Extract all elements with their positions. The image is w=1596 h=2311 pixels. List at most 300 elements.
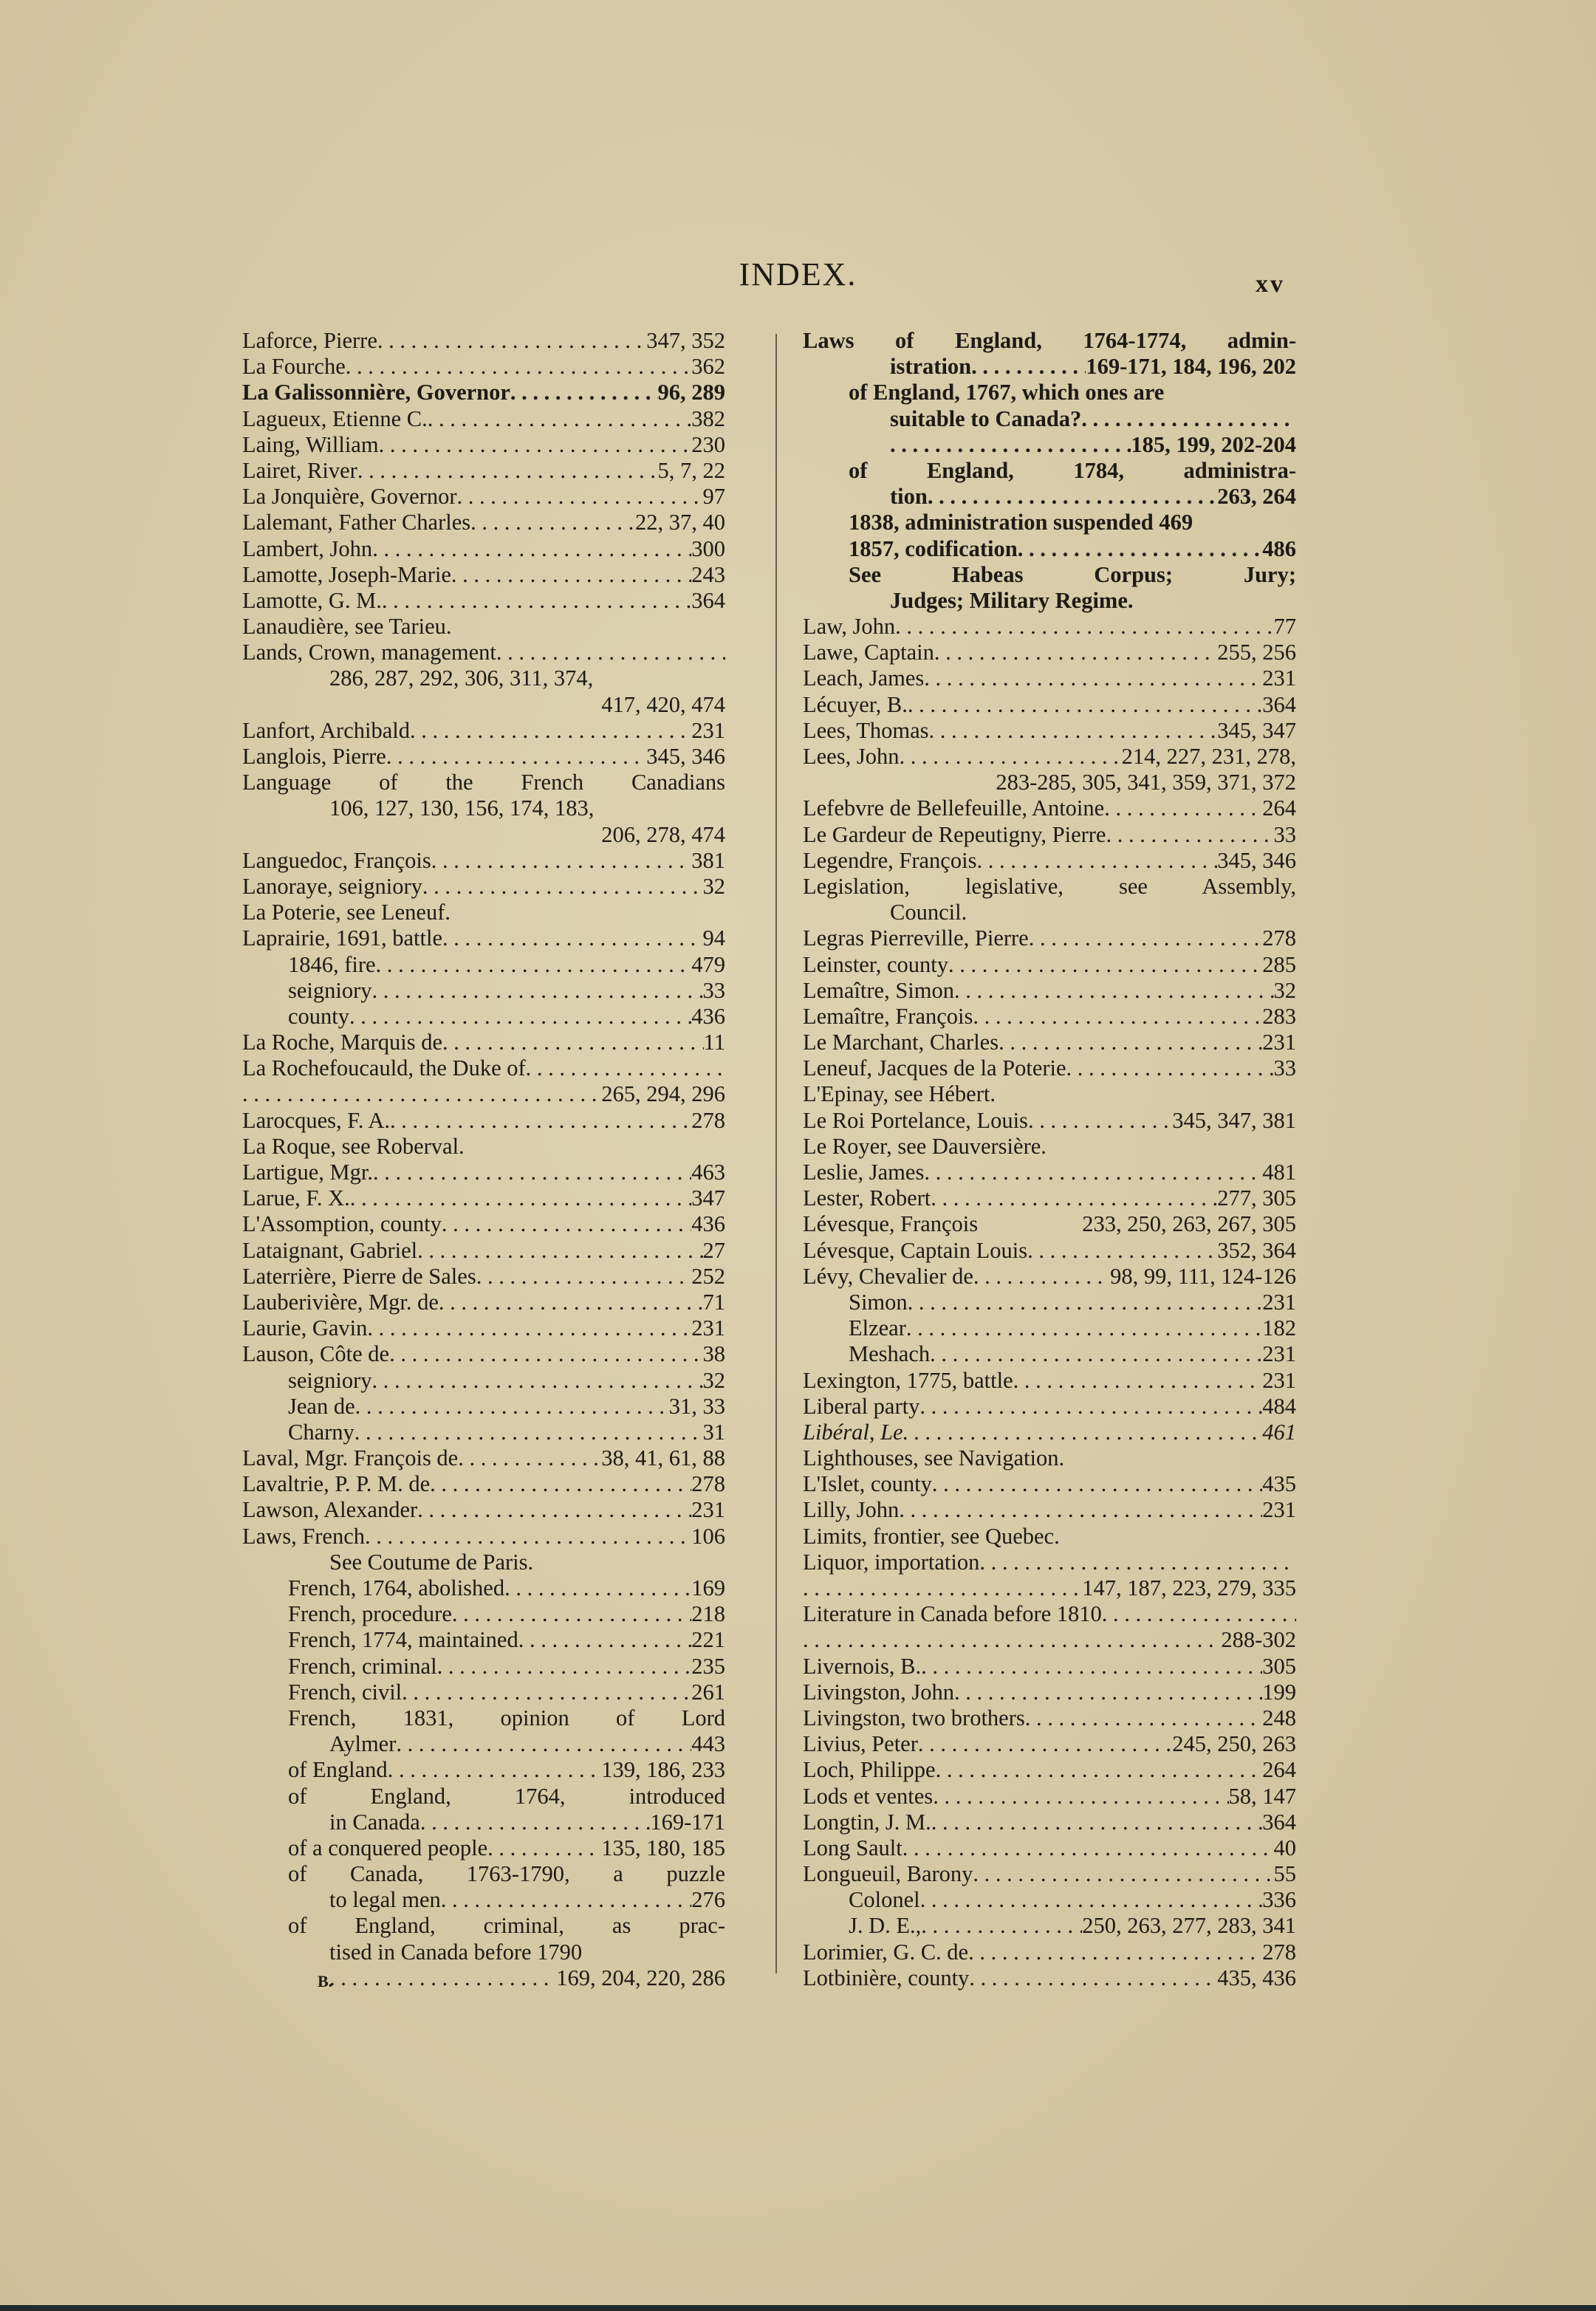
- index-entry: [803, 1445, 1296, 1471]
- entry-text: Lexington, 1775, battle: [803, 1367, 1013, 1393]
- entry-text: Lavaltrie, P. P. M. de: [242, 1471, 431, 1497]
- index-entry: [803, 510, 1296, 535]
- running-header-title: INDEX.: [739, 256, 857, 292]
- page-refs: 33: [1273, 1055, 1296, 1081]
- entry-text: Leinster, county: [803, 951, 948, 977]
- page-refs: 199: [1262, 1679, 1296, 1705]
- index-entry: [242, 770, 725, 795]
- entry-text: Larue, F. X.: [242, 1185, 350, 1211]
- page-refs: 32: [702, 873, 725, 899]
- entry-text: Lairet, River: [242, 457, 357, 483]
- index-entry: [242, 406, 725, 432]
- entry-text: Laws of England, 1764-1774, admin-: [803, 328, 1296, 353]
- index-entry: [242, 1965, 725, 1991]
- entry-text: See Coutume de Paris.: [329, 1549, 534, 1575]
- leader-dots: [388, 1757, 602, 1783]
- page-refs: 235: [691, 1653, 725, 1679]
- index-entry: [803, 744, 1296, 770]
- page-refs: 98, 99, 111, 124-126: [1110, 1263, 1296, 1289]
- entry-text: Lamotte, Joseph-Marie: [242, 561, 451, 587]
- entry-text: Lilly, John: [803, 1497, 900, 1523]
- entry-text: Langlois, Pierre: [242, 744, 386, 769]
- index-entry: [242, 1160, 725, 1185]
- leader-dots: [441, 1887, 691, 1913]
- page-refs: 264: [1262, 1757, 1296, 1783]
- index-entry: [242, 1601, 725, 1627]
- page-refs: 231: [1262, 1497, 1296, 1523]
- leader-dots: [930, 1341, 1262, 1367]
- entry-text: Limits, frontier, see Quebec.: [803, 1523, 1060, 1549]
- entry-text: La Poterie, see Leneuf.: [242, 900, 451, 925]
- leader-dots: [968, 1939, 1262, 1965]
- entry-text: Leneuf, Jacques de la Poterie: [803, 1055, 1066, 1081]
- leader-dots: [969, 1965, 1217, 1991]
- index-entry: [242, 925, 725, 951]
- leader-dots: [377, 328, 646, 354]
- entry-text: Lauberivière, Mgr. de: [242, 1289, 439, 1315]
- entry-text: Law, John: [803, 614, 896, 640]
- leader-dots: [931, 1810, 1263, 1835]
- page-refs: 278: [691, 1107, 725, 1133]
- page-refs: 231: [1262, 1030, 1296, 1055]
- entry-text: 283-285, 305, 341, 359, 371, 372: [996, 770, 1296, 795]
- index-entry: [242, 1134, 725, 1160]
- index-entry: [803, 1211, 1296, 1237]
- leader-dots: [1027, 1238, 1217, 1264]
- page-refs: 364: [1262, 691, 1296, 717]
- index-entry: [803, 1680, 1296, 1705]
- page-refs: 347, 352: [646, 328, 725, 353]
- entry-text: 286, 287, 292, 306, 311, 374,: [329, 665, 594, 691]
- entry-text: French, procedure: [288, 1601, 452, 1627]
- page-refs: 231: [691, 1497, 725, 1523]
- leader-dots: [920, 1887, 1263, 1913]
- index-entry: [242, 614, 725, 640]
- entry-text: La Roche, Marquis de: [242, 1030, 443, 1055]
- entry-text: Legras Pierreville, Pierre: [803, 925, 1029, 951]
- index-entry: [803, 925, 1296, 951]
- page-refs: 11: [703, 1030, 725, 1055]
- entry-text: Meshach: [849, 1341, 931, 1367]
- entry-text: Simon: [849, 1289, 908, 1315]
- entry-text: Livingston, two brothers: [803, 1705, 1025, 1730]
- entry-text: La Fourche: [242, 354, 346, 380]
- entry-text: Lands, Crown, management: [242, 640, 496, 665]
- index-entry: [242, 1445, 725, 1471]
- entry-text: Lefebvre de Bellefeuille, Antoine: [803, 795, 1105, 821]
- index-entry: [242, 1420, 725, 1445]
- leader-dots: [1029, 925, 1263, 951]
- leader-dots: [954, 1680, 1262, 1705]
- leader-dots: [973, 1861, 1273, 1887]
- leader-dots: [365, 1524, 691, 1550]
- page-refs: 252: [691, 1263, 725, 1289]
- index-entry: [242, 1705, 725, 1731]
- entry-text: French, criminal: [288, 1653, 437, 1679]
- entry-text: of England, 1784, administra-: [849, 457, 1296, 483]
- leader-dots: [439, 1290, 703, 1315]
- page-refs: 463: [691, 1160, 725, 1185]
- leader-dots: [903, 1835, 1274, 1861]
- entry-text: Colonel: [849, 1887, 920, 1913]
- entry-text: Lanfort, Archibald: [242, 717, 410, 743]
- page-refs: 276: [691, 1887, 725, 1913]
- leader-dots: [410, 718, 691, 744]
- index-entry: [803, 1524, 1296, 1550]
- page-refs: 214, 227, 231, 278,: [1121, 744, 1296, 769]
- entry-text: of England: [288, 1757, 388, 1783]
- leader-dots: [526, 1055, 725, 1081]
- index-entry: [803, 1238, 1296, 1264]
- index-entry: [803, 1030, 1296, 1055]
- entry-text: Laval, Mgr. François de: [242, 1445, 459, 1471]
- leader-dots: [918, 1731, 1172, 1757]
- leader-dots: [390, 1108, 691, 1134]
- leader-dots: [346, 354, 692, 380]
- page-refs: 288-302: [1221, 1627, 1296, 1653]
- leader-dots: [386, 744, 646, 770]
- page-refs: 278: [691, 1471, 725, 1497]
- leader-dots: [1081, 406, 1296, 432]
- leader-dots: [899, 1497, 1262, 1523]
- entry-text: Longueuil, Barony: [803, 1861, 973, 1887]
- entry-text: L'Islet, county: [803, 1471, 932, 1497]
- entry-text: J. D. E.,: [849, 1913, 922, 1939]
- entry-text: tion: [890, 484, 928, 510]
- index-entry: [803, 432, 1296, 458]
- index-entry: [803, 1550, 1296, 1575]
- entry-text: seigniory: [288, 1367, 372, 1393]
- index-entry: [803, 770, 1296, 795]
- entry-text: Aylmer: [329, 1731, 397, 1757]
- index-entry: [803, 1731, 1296, 1757]
- entry-text: L'Assomption, county: [242, 1211, 442, 1237]
- page-refs: 300: [691, 535, 725, 561]
- page-refs: 169-171, 184, 196, 202: [1086, 354, 1296, 380]
- index-entry: [242, 1784, 725, 1810]
- entry-text: Le Roi Portelance, Louis: [803, 1107, 1028, 1133]
- index-entry: [242, 1030, 725, 1055]
- index-entry: [803, 1887, 1296, 1913]
- index-entry: [803, 1394, 1296, 1420]
- index-entry: [803, 665, 1296, 691]
- entry-text: 1846, fire: [288, 951, 376, 977]
- page-refs: 263, 264: [1217, 484, 1296, 510]
- page-refs: 381: [691, 847, 725, 873]
- entry-text: Laws, French: [242, 1523, 366, 1549]
- index-entry: [242, 1471, 725, 1497]
- entry-text: 1838, administration suspended 469: [849, 510, 1193, 535]
- page-refs: 169, 204, 220, 286: [556, 1965, 725, 1990]
- entry-text: La Jonquière, Governor: [242, 484, 457, 510]
- leader-dots: [973, 1004, 1262, 1030]
- index-entry: [242, 1341, 725, 1367]
- index-entry: [242, 952, 725, 978]
- entry-text: Libéral, Le: [803, 1419, 903, 1445]
- index-entry: [242, 1861, 725, 1887]
- entry-text: Lawson, Alexander: [242, 1497, 418, 1523]
- leader-dots: [929, 718, 1218, 744]
- entry-text: Le Gardeur de Repeutigny, Pierre: [803, 821, 1106, 847]
- index-entry: [242, 380, 725, 405]
- index-entry: [803, 640, 1296, 665]
- entry-text: suitable to Canada?: [890, 405, 1082, 431]
- page-refs: 32: [702, 1367, 725, 1393]
- leader-dots: [899, 744, 1121, 770]
- index-entry: [803, 380, 1296, 405]
- index-entry: [242, 665, 725, 691]
- entry-text: Elzear: [849, 1315, 906, 1341]
- page-refs: 182: [1262, 1315, 1296, 1341]
- leader-dots: [355, 1394, 669, 1420]
- page-refs: 71: [702, 1289, 725, 1315]
- leader-dots: [976, 848, 1217, 874]
- leader-dots: [496, 640, 725, 665]
- index-entry: [242, 848, 725, 874]
- index-entry: [803, 1341, 1296, 1367]
- leader-dots: [1025, 1705, 1263, 1731]
- page-refs: 106: [691, 1523, 725, 1549]
- page-refs: 38: [702, 1341, 725, 1367]
- leader-dots: [924, 1160, 1262, 1185]
- index-entry: [242, 1004, 725, 1030]
- index-entry: [242, 900, 725, 925]
- index-entry: [242, 1939, 725, 1965]
- leader-dots: [518, 1627, 692, 1653]
- page-refs: 484: [1262, 1393, 1296, 1419]
- leader-dots: [932, 1471, 1262, 1497]
- page-refs: 169-171: [650, 1809, 725, 1835]
- leader-dots: [417, 1238, 702, 1264]
- entry-text: 206, 278, 474: [601, 821, 725, 847]
- index-entry: [242, 1550, 725, 1575]
- index-entry: [242, 718, 725, 744]
- page-refs: 40: [1273, 1835, 1296, 1860]
- index-entry: [803, 1134, 1296, 1160]
- leader-dots: [451, 562, 691, 588]
- page-refs: 435, 436: [1217, 1965, 1296, 1990]
- page-refs: 305: [1262, 1653, 1296, 1679]
- entry-text: French, 1764, abolished: [288, 1575, 505, 1600]
- leader-dots: [372, 536, 691, 562]
- index-entry: [242, 1108, 725, 1134]
- entry-text: Lauson, Côte de: [242, 1341, 390, 1367]
- index-entry: [242, 978, 725, 1004]
- leader-dots: [242, 1081, 601, 1107]
- page-refs: 364: [691, 587, 725, 613]
- page-refs: 277, 305: [1217, 1185, 1296, 1211]
- index-entry: [803, 1601, 1296, 1627]
- index-entry: [242, 1524, 725, 1550]
- page-refs: 135, 180, 185: [601, 1835, 725, 1860]
- page-refs: 436: [691, 1003, 725, 1029]
- index-entry: [803, 1081, 1296, 1107]
- entry-text: Livingston, John: [803, 1679, 955, 1705]
- index-entry: [242, 588, 725, 614]
- entry-text: Laterrière, Pierre de Sales: [242, 1263, 476, 1289]
- entry-text: Laprairie, 1691, battle: [242, 925, 443, 951]
- leader-dots: [1106, 822, 1273, 848]
- entry-text: Long Sault: [803, 1835, 903, 1860]
- index-entry: [242, 822, 725, 848]
- index-entry: [803, 718, 1296, 744]
- page-refs: 58, 147: [1228, 1783, 1296, 1809]
- entry-text: Lees, John: [803, 744, 900, 769]
- leader-dots: [349, 1004, 691, 1030]
- page-refs: 38, 41, 61, 88: [601, 1445, 725, 1471]
- entry-text: Lighthouses, see Navigation.: [803, 1445, 1065, 1471]
- leader-dots: [510, 380, 658, 405]
- leader-dots: [948, 952, 1262, 978]
- page-refs: 32: [1273, 977, 1296, 1003]
- index-entry: [242, 1055, 725, 1081]
- index-entry: [242, 1497, 725, 1523]
- entry-text: Jean de: [288, 1393, 355, 1419]
- entry-text: Lester, Robert: [803, 1185, 931, 1211]
- entry-text: istration: [890, 354, 972, 380]
- page-refs: 231: [1262, 665, 1296, 691]
- index-entry: [803, 1055, 1296, 1081]
- index-entry: [803, 1835, 1296, 1861]
- index-entry: [803, 1861, 1296, 1887]
- index-entry: [242, 1731, 725, 1757]
- leader-dots: [355, 1420, 703, 1445]
- index-entry: [803, 795, 1296, 821]
- entry-text: Longtin, J. M.: [803, 1809, 931, 1835]
- index-entry: [803, 1705, 1296, 1731]
- page-refs: 231: [1262, 1367, 1296, 1393]
- page-refs: 231: [691, 1315, 725, 1341]
- page-refs: 479: [691, 951, 725, 977]
- index-entry: [803, 1368, 1296, 1394]
- leader-dots: [1102, 1601, 1296, 1627]
- index-entry: [242, 1264, 725, 1290]
- leader-dots: [442, 1211, 691, 1237]
- entry-text: Larocques, F. A.: [242, 1107, 391, 1133]
- page-refs: 230: [691, 431, 725, 457]
- page-refs: 278: [1262, 1939, 1296, 1965]
- page-refs: 461: [1262, 1419, 1296, 1445]
- page-refs: 486: [1262, 535, 1296, 561]
- leader-dots: [430, 1471, 691, 1497]
- entry-text: See Habeas Corpus; Jury;: [849, 561, 1296, 587]
- page-refs: 345, 346: [1217, 847, 1296, 873]
- entry-text: Lawe, Captain: [803, 640, 934, 665]
- leader-dots: [457, 484, 703, 510]
- index-entry: [803, 1315, 1296, 1341]
- scan-edge: [0, 2305, 1596, 2311]
- leader-dots: [389, 1341, 702, 1367]
- entry-text: Lécuyer, B.: [803, 691, 908, 717]
- index-entry: [803, 952, 1296, 978]
- page-refs: 22, 37, 40: [635, 510, 725, 535]
- entry-text: of England, 1767, which ones are: [849, 380, 1165, 405]
- page-refs: 96, 289: [657, 380, 725, 405]
- entry-text: Liberal party: [803, 1393, 920, 1419]
- leader-dots: [376, 952, 692, 978]
- leader-dots: [379, 432, 692, 458]
- leader-dots: [924, 665, 1262, 691]
- entry-text: Lalemant, Father Charles: [242, 510, 471, 535]
- entry-text: Lemaître, François: [803, 1003, 973, 1029]
- index-entry: [242, 1835, 725, 1861]
- index-entry: [242, 795, 725, 821]
- entry-text: Lotbinière, county: [803, 1965, 970, 1990]
- index-entry: [803, 1757, 1296, 1783]
- entry-text: Leach, James: [803, 665, 925, 691]
- leader-dots: [428, 406, 692, 432]
- entry-text: Literature in Canada before 1810: [803, 1601, 1102, 1627]
- index-entry: [242, 1654, 725, 1680]
- index-entry: [242, 1394, 725, 1420]
- index-entry: [803, 1497, 1296, 1523]
- leader-dots: [803, 1575, 1082, 1601]
- leader-dots: [1104, 795, 1262, 821]
- page-refs: 255, 256: [1217, 640, 1296, 665]
- page-refs: 285: [1262, 951, 1296, 977]
- column-divider: [775, 334, 777, 1973]
- entry-text: tised in Canada before 1790: [329, 1939, 583, 1965]
- leader-dots: [372, 1368, 703, 1394]
- page-refs: 147, 187, 223, 279, 335: [1082, 1575, 1296, 1600]
- index-entry: [803, 1004, 1296, 1030]
- page-refs: 352, 364: [1217, 1237, 1296, 1263]
- leader-dots: [382, 588, 691, 614]
- leader-dots: [1028, 1108, 1172, 1134]
- entry-text: Laing, William: [242, 431, 379, 457]
- leader-dots: [928, 484, 1217, 510]
- entry-text: of Canada, 1763-1790, a puzzle: [288, 1861, 725, 1887]
- leader-dots: [350, 1185, 691, 1211]
- leader-dots: [973, 1264, 1110, 1290]
- index-entry: [242, 1211, 725, 1237]
- page-refs: 345, 346: [646, 744, 725, 769]
- entry-text: Lamotte, G. M.: [242, 587, 382, 613]
- page-refs: 97: [702, 484, 725, 510]
- index-entry: [803, 1108, 1296, 1134]
- entry-text: to legal men: [329, 1887, 441, 1913]
- entry-text: Livernois, B.: [803, 1653, 922, 1679]
- entry-text: 417, 420, 474: [601, 691, 725, 717]
- leader-dots: [458, 1445, 601, 1471]
- index-entry: [242, 1290, 725, 1315]
- page-refs: 231: [691, 717, 725, 743]
- entry-text: La Galissonnière, Governor: [242, 380, 510, 405]
- index-entry: [803, 562, 1296, 588]
- page-refs: 435: [1262, 1471, 1296, 1497]
- page-refs: 185, 199, 202-204: [1131, 431, 1296, 457]
- leader-dots: [373, 1160, 691, 1185]
- entry-text: Legislation, legislative, see Assembly,: [803, 873, 1296, 899]
- page-refs: 139, 186, 233: [601, 1757, 725, 1783]
- index-entry: [803, 328, 1296, 354]
- index-entry: [242, 536, 725, 562]
- entry-text: Lorimier, G. C. de: [803, 1939, 969, 1965]
- signature-mark: B.: [318, 1972, 333, 1990]
- page-refs: 33: [702, 977, 725, 1003]
- index-entry: [803, 1264, 1296, 1290]
- leader-dots: [934, 640, 1217, 665]
- index-entry: [242, 1627, 725, 1653]
- page-refs: 261: [691, 1679, 725, 1705]
- index-entry: [242, 1913, 725, 1939]
- page-refs: 55: [1273, 1861, 1296, 1887]
- index-entry: [803, 1160, 1296, 1185]
- left-column: [242, 328, 725, 1991]
- leader-dots: [476, 1264, 692, 1290]
- page-refs: 264: [1262, 795, 1296, 821]
- leader-dots: [422, 874, 703, 900]
